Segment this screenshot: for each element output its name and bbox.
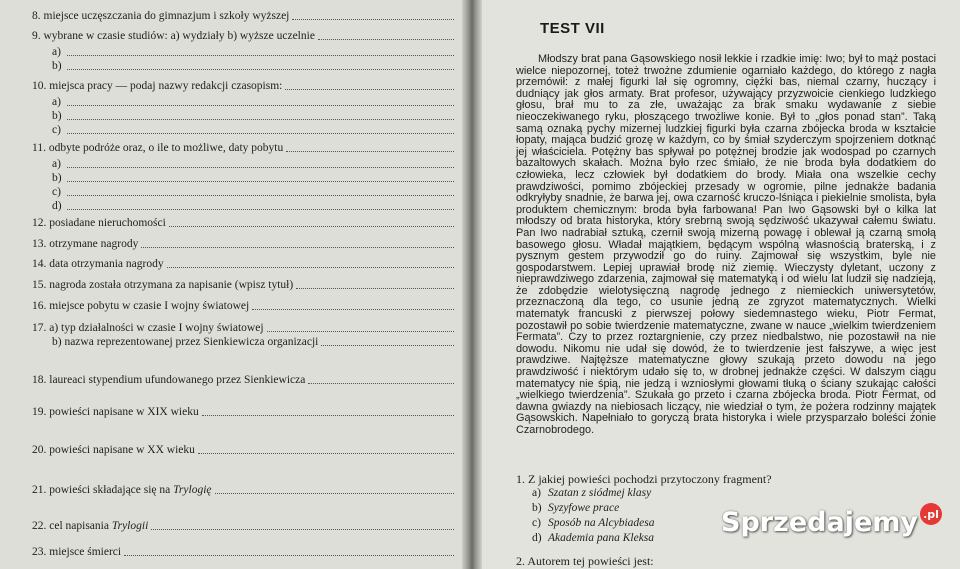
form-item-label: 12. posiadane nieruchomości: [32, 217, 166, 229]
form-subitem-label: b): [52, 172, 62, 184]
answer-line: [286, 150, 454, 152]
form-item-8: [32, 10, 454, 23]
answer-line: [67, 194, 454, 196]
option-label: b): [532, 502, 542, 514]
form-item-22: [32, 520, 454, 533]
answer-line: [318, 38, 454, 40]
form-subitem: [52, 110, 454, 123]
form-subitem-label: a): [52, 46, 61, 58]
option-label: d): [532, 532, 542, 544]
form-item-17a: [32, 322, 454, 335]
form-subitem-label: b): [52, 60, 62, 72]
book-spine: [462, 0, 482, 569]
answer-line: [285, 88, 454, 90]
form-item-label: 10. miejsca pracy — podaj nazwy redakcji czasopism:: [32, 80, 283, 92]
form-item-label: 19. powieści napisane w XIX wieku: [32, 406, 199, 418]
option-text: Szatan z siódmej klasy: [548, 487, 652, 499]
option-text: Syzyfowe prace: [548, 502, 620, 514]
form-subitem-label: a): [52, 158, 61, 170]
answer-line: [296, 287, 454, 289]
form-item-text: 22. cel napisania: [32, 520, 109, 532]
answer-line: [67, 166, 454, 168]
option-label: a): [532, 487, 541, 499]
option-text: Sposób na Alcybiadesa: [548, 517, 655, 529]
form-subitem: [52, 200, 454, 213]
left-page: [0, 0, 468, 569]
form-item-label: 16. miejsce pobytu w czasie I wojny światowej: [32, 300, 250, 312]
reading-passage: Młodszy brat pana Gąsowskiego nosił lekkie i rzadkie imię: Iwo; był to mąż postaci wielce niepozornej, toteż trwożne zdumienie ogarniało każdego, do którego z nagła przemówił: z małej figurki lał się ogromny, ciężki bas, niemal czarny, huczący i dudniący jak głos armaty. Brat profesor, używający przyzwoicie cienkiego ludzkiego głosu, brał mu to za złe, uważając za brak smaku wydawanie z siebie nieoczekiwanego ryku, płoszącego trwożliwe konie. Był to „głos ponad stan”. Taką samą oznaką pychy mizernej ludzkiej figurki była czarna zbójecka broda w kształcie łopaty, mająca budzić grozę w każdym, co by śmiał szyderczym spojrzeniem dotknąć jej właściciela. Potężny bas spływał po potężnej brodzie jak wodospad po czarnych bazaltowych skałach. Można było rzec śmiało, że nie broda była dodatkiem do człowieka, lecz człowiek był dodatkiem do brody. Miała ona wszelkie cechy prawdziwości, pomimo zbójeckiej przesady w ogromie, pilne jednakże badania odkryłyby snadnie, że barwa jej, owa czarność kruczo-lśniąca i piekielnie smolista, była produktem chemicznym: broda była farbowana! Pan Iwo Gąsowski był o kilka lat młodszy od brata historyka, który srebrną swoją sędziwość ukazywał całemu światu. Pan Iwo nadrabiał sztuką, czernił swoją mizerną powagę i oblewał ją czarną smołą basowego głosu. Władał majątkiem, będącym wspólną własnością braterską, i z pysznym gestem przywodził go do ruiny. Zajmował się wszystkim, byle nie gospodarstwem. Lepiej uprawiał brodę niż ziemię. Wieczysty dyletant, uczony z nieprawdziwego zdarzenia, zajmował się matematyką i od wielu lat ludził się nadzieją, że zdobędzie wielotysięczną nagrodę jednego z niemieckich uniwersytetów, przeznaczoną dla tego, co usunie jedną ze zgryzot matematycznych. Wielki matematyk francuski z pierwszej połowy siedemnastego wieku, Piotr Fermat, pozostawił po sobie twierdzenie matematyczne, zwane w nauce „wielkim twierdzeniem Fermata”. Czy to przez roztargnienie, czy przez niedbalstwo, nie pozostawił na nie dowodu. Nikomu nie udał się dowód, że to twierdzenie jest fałszywe, a więc jest prawdziwe. Najtęższe matematyczne głowy szukają przeto dowodu na jego prawdziwość i niektórym udało się to, w drobnej jednakże części. W dalszym ciągu matematycy nie śpią, nie jedzą i wzniosłymi głowami tłuką o ściany szukając całości „wielkiego twierdzenia”. Szukała go przeto i czarna zbójecka broda. Piotr Fermat, od dawna gwiazdy na niebiosach liczący, nie wiedział o tym, że pożera rodzinny majątek Gąsowskich. Napełniało to goryczą brata historyka i wiele przysparzało boleści żonie Czarnobrodego.: [516, 53, 936, 436]
form-subitem-label: d): [52, 200, 62, 212]
form-item-18: [32, 374, 454, 387]
answer-line: [321, 344, 454, 346]
form-item-label: 15. nagroda została otrzymana za napisanie (wpisz tytuł): [32, 279, 294, 291]
watermark-text: Sprzedajemy: [721, 507, 918, 538]
form-subitem-label: c): [52, 124, 61, 136]
form-item-label: 11. odbyte podróże oraz, o ile to możliwe, daty pobytu: [32, 142, 284, 154]
form-item-19: [32, 406, 454, 419]
answer-line: [292, 18, 454, 20]
form-subitem: [52, 186, 454, 199]
answer-line: [67, 68, 454, 70]
form-item-12: [32, 217, 454, 230]
form-item-label: 8. miejsce uczęszczania do gimnazjum i szkoły wyższej: [32, 10, 290, 22]
answer-line: [67, 118, 454, 120]
form-subitem: [52, 96, 454, 109]
answer-line: [124, 554, 454, 556]
option-a: [532, 487, 651, 499]
form-item-label: 14. data otrzymania nagrody: [32, 258, 164, 270]
answer-line: [215, 492, 455, 494]
option-d: [532, 532, 654, 544]
form-subitem: [52, 158, 454, 171]
form-subitem-label: a): [52, 96, 61, 108]
question-2: 2. Autorem tej powieści jest:: [516, 554, 654, 568]
answer-line: [167, 266, 454, 268]
watermark-suffix: .pl: [920, 503, 942, 525]
answer-line: [151, 528, 454, 530]
test-title: TEST VII: [540, 20, 605, 37]
form-item-text: 21. powieści składające się na: [32, 484, 171, 496]
form-subitem-label: c): [52, 186, 61, 198]
form-item-label: 9. wybrane w czasie studiów: a) wydziały b) wyższe uczelnie: [32, 30, 315, 42]
form-item-23: [32, 546, 454, 559]
form-item-10: [32, 80, 454, 93]
form-item-20: [32, 444, 454, 457]
form-subitem-label: b): [52, 110, 62, 122]
form-item-15: [32, 279, 454, 292]
answer-line: [169, 225, 454, 227]
answer-line: [67, 132, 454, 134]
option-b: [532, 502, 619, 514]
watermark-logo: [721, 507, 942, 538]
form-item-9: [32, 30, 454, 43]
form-item-label: 23. miejsce śmierci: [32, 546, 122, 558]
answer-line: [198, 452, 454, 454]
answer-line: [308, 382, 454, 384]
option-c: [532, 517, 654, 529]
form-item-label: 18. laureaci stypendium ufundowanego przez Sienkiewicza: [32, 374, 306, 386]
form-item-label: 17. a) typ działalności w czasie I wojny światowej: [32, 322, 264, 334]
form-item-21: [32, 484, 454, 497]
answer-line: [67, 104, 454, 106]
form-item-label: [32, 484, 212, 497]
form-item-11: [32, 142, 454, 155]
question-1: 1. Z jakiej powieści pochodzi przytoczony fragment?: [516, 472, 772, 486]
form-item-label: 13. otrzymane nagrody: [32, 238, 139, 250]
form-item-17b: [52, 336, 454, 349]
form-item-label: [32, 520, 148, 533]
form-item-italic: Trylogii: [111, 520, 149, 532]
form-item-13: [32, 238, 454, 251]
form-subitem: [52, 46, 454, 59]
answer-line: [252, 308, 454, 310]
answer-line: [67, 208, 454, 210]
option-label: c): [532, 517, 541, 529]
form-item-italic: Trylogię: [173, 484, 212, 496]
form-item-16: [32, 300, 454, 313]
form-item-14: [32, 258, 454, 271]
form-subitem: [52, 124, 454, 137]
form-item-label: 20. powieści napisane w XX wieku: [32, 444, 195, 456]
answer-line: [67, 180, 454, 182]
form-subitem: [52, 172, 454, 185]
answer-line: [67, 54, 454, 56]
answer-line: [202, 414, 454, 416]
answer-line: [141, 246, 454, 248]
form-item-label: b) nazwa reprezentowanej przez Sienkiewicza organizacji: [52, 336, 319, 348]
form-subitem: [52, 60, 454, 73]
option-text: Akademia pana Kleksa: [548, 532, 655, 544]
answer-line: [267, 330, 454, 332]
